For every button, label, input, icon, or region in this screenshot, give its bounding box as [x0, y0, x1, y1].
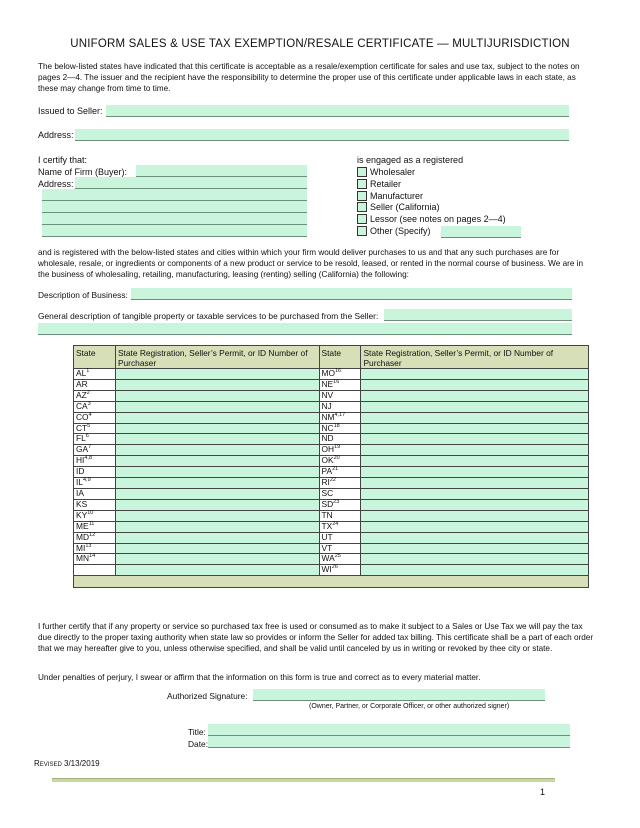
checkbox[interactable]: [357, 167, 367, 177]
state-code: MD$^{12}$: [74, 532, 116, 543]
state-code: $FL^6$: [74, 434, 116, 445]
registration-number-field[interactable]: [115, 510, 319, 521]
option-retailer[interactable]: Retailer: [357, 178, 401, 190]
state-code: OK$^{20}$: [319, 456, 361, 467]
seller-address-field[interactable]: [75, 129, 569, 141]
checkbox[interactable]: [357, 214, 367, 224]
description-field[interactable]: [131, 288, 572, 300]
table-row: [74, 478, 589, 489]
table-row: [74, 488, 589, 499]
state-code: RI$^{22}$: [319, 478, 361, 489]
state-code: VT: [319, 543, 361, 554]
general-description-field-1[interactable]: [384, 309, 572, 321]
table-row: [74, 423, 589, 434]
table-row: [74, 499, 589, 510]
option-lessor[interactable]: Lessor (see notes on pages 2—4): [357, 213, 506, 225]
state-code: $AZ^2$: [74, 390, 116, 401]
date-field[interactable]: [208, 736, 570, 748]
registration-number-field[interactable]: [361, 478, 589, 489]
further-certify-paragraph: I further certify that if any property or service so purchased tax free is used or consumed as to make it subject to a Sales or Use Tax we will pay the tax due directly to the proper taxing authority when state law so provides or inform the Seller for added tax billing. This certificate shall be a part of each order that we may hereafter give to you, unless otherwise specified, and shall be valid until canceled by us in writing or revoked by thee city or state.: [38, 622, 594, 653]
state-code: $CA^3$: [74, 401, 116, 412]
registration-number-field[interactable]: [115, 521, 319, 532]
checkbox[interactable]: [357, 179, 367, 189]
state-code: KY$^{10}$: [74, 510, 116, 521]
state-code: NM$^{4,17}$: [319, 412, 361, 423]
table-header-row: [74, 346, 589, 369]
state-code: $AL^1$: [74, 369, 116, 380]
registration-number-field[interactable]: [361, 390, 589, 401]
state-code: TN: [319, 510, 361, 521]
checkbox[interactable]: [357, 202, 367, 212]
state-code: TX$^{24}$: [319, 521, 361, 532]
engaged-heading: is engaged as a registered: [357, 155, 464, 165]
registration-header: State Registration, Seller’s Permit, or ID Number of Purchaser: [115, 346, 319, 369]
state-code: SC: [319, 488, 361, 499]
registration-number-field[interactable]: [361, 412, 589, 423]
table-row: [74, 434, 589, 445]
registration-number-field[interactable]: [361, 532, 589, 543]
perjury-paragraph: Under penalties of perjury, I swear or affirm that the information on this form is true and correct as to every material matter.: [38, 673, 481, 682]
table-row: [74, 390, 589, 401]
seller-name-field[interactable]: [106, 105, 569, 117]
general-description-label: General description of tangible property or taxable services to be purchased from the Seller:: [38, 311, 379, 321]
state-code: NJ: [319, 401, 361, 412]
table-row: [74, 510, 589, 521]
checkbox[interactable]: [357, 226, 367, 236]
signature-note: (Owner, Partner, or Corporate Officer, or other authorized signer): [309, 703, 510, 710]
title-field[interactable]: [208, 724, 570, 736]
date-label: Date:: [188, 739, 209, 749]
signature-field[interactable]: [253, 689, 545, 701]
state-code: $CO^4$: [74, 412, 116, 423]
state-code: HI$^{4,8}$: [74, 456, 116, 467]
state-code: ME$^{11}$: [74, 521, 116, 532]
table-row: [74, 467, 589, 478]
state-code: IA: [74, 488, 116, 499]
state-code: KS: [74, 499, 116, 510]
state-code: ID: [74, 467, 116, 478]
firm-name-field[interactable]: [136, 165, 307, 177]
buyer-address-field-5[interactable]: [42, 225, 307, 237]
table-row: [74, 379, 589, 390]
certify-label: I certify that:: [38, 155, 88, 165]
firm-name-label: Name of Firm (Buyer):: [38, 167, 128, 177]
state-code: UT: [319, 532, 361, 543]
buyer-address-field-1[interactable]: [75, 177, 307, 189]
option-wholesaler[interactable]: Wholesaler: [357, 166, 415, 178]
registration-number-field[interactable]: [361, 510, 589, 521]
option-manufacturer[interactable]: Manufacturer: [357, 190, 423, 202]
registration-number-field[interactable]: [115, 478, 319, 489]
other-specify-field[interactable]: [441, 226, 521, 238]
registration-number-field[interactable]: [361, 456, 589, 467]
state-code: NC$^{18}$: [319, 423, 361, 434]
registration-number-field[interactable]: [115, 499, 319, 510]
signature-label: Authorized Signature:: [167, 691, 248, 701]
registration-number-field[interactable]: [115, 412, 319, 423]
registration-number-field[interactable]: [361, 499, 589, 510]
table-row: [74, 565, 589, 576]
state-header: State: [74, 346, 116, 369]
registration-number-field[interactable]: [115, 401, 319, 412]
registration-number-field[interactable]: [361, 445, 589, 456]
state-code: WI$^{26}$: [319, 565, 361, 576]
registration-number-field[interactable]: [115, 379, 319, 390]
registration-number-field[interactable]: [115, 488, 319, 499]
state-code: ND: [319, 434, 361, 445]
state-code: MN$^{14}$: [74, 554, 116, 565]
buyer-address-field-3[interactable]: [42, 201, 307, 213]
table-row: [74, 456, 589, 467]
option-other[interactable]: Other (Specify): [357, 225, 431, 237]
page-number: 1: [540, 787, 546, 797]
state-code: $CT^5$: [74, 423, 116, 434]
state-code: IL$^{4,9}$: [74, 478, 116, 489]
form-title: UNIFORM SALES & USE TAX EXEMPTION/RESALE CERTIFICATE — MULTIJURISDICTION: [70, 38, 570, 50]
registration-number-field[interactable]: [361, 521, 589, 532]
registration-number-field[interactable]: [361, 467, 589, 478]
footer-divider: [52, 778, 555, 782]
registration-number-field[interactable]: [115, 532, 319, 543]
registration-number-field[interactable]: [361, 565, 589, 576]
checkbox[interactable]: [357, 191, 367, 201]
registration-number-field[interactable]: [361, 401, 589, 412]
registration-number-field[interactable]: [115, 390, 319, 401]
registration-number-field[interactable]: [361, 423, 589, 434]
registration-number-field[interactable]: [115, 423, 319, 434]
registration-number-field[interactable]: [115, 543, 319, 554]
option-seller-california[interactable]: Seller (California): [357, 201, 440, 213]
buyer-address-field-2[interactable]: [42, 189, 307, 201]
intro-paragraph: The below-listed states have indicated that this certificate is acceptable as a resale/exemption certificate for sales and use tax, subject to the notes on pages 2—4. The issuer and the recipient have the responsibility to determine the proper use of this certificate under applicable laws in each state, as these may change from time to time.: [38, 62, 580, 93]
state-code: MO$^{16}$: [319, 369, 361, 380]
state-code: [74, 565, 116, 576]
state-code: OH$^{19}$: [319, 445, 361, 456]
table-row: [74, 554, 589, 565]
registration-number-field[interactable]: [361, 434, 589, 445]
registration-header: State Registration, Seller’s Permit, or ID Number of Purchaser: [361, 346, 589, 369]
table-row: [74, 412, 589, 423]
state-code: WA$^{25}$: [319, 554, 361, 565]
state-code: AR: [74, 379, 116, 390]
revised-date: Revised 3/13/2019: [34, 759, 100, 768]
registration-number-field[interactable]: [115, 467, 319, 478]
table-row: [74, 532, 589, 543]
registration-number-field[interactable]: [115, 554, 319, 565]
registration-number-field[interactable]: [115, 434, 319, 445]
registration-number-field[interactable]: [361, 488, 589, 499]
state-code: $GA^7$: [74, 445, 116, 456]
buyer-address-label: Address:: [38, 179, 74, 189]
table-row: [74, 401, 589, 412]
state-registration-table: [73, 345, 589, 588]
description-label: Description of Business:: [38, 290, 128, 300]
registration-number-field[interactable]: [115, 369, 319, 380]
table-row: [74, 445, 589, 456]
registration-number-field[interactable]: [115, 445, 319, 456]
title-label: Title:: [188, 727, 206, 737]
table-footer-row: [74, 576, 589, 588]
table-row: [74, 369, 589, 380]
registration-number-field[interactable]: [361, 554, 589, 565]
table-row: [74, 543, 589, 554]
state-code: PA$^{21}$: [319, 467, 361, 478]
state-code: NV: [319, 390, 361, 401]
registration-number-field[interactable]: [361, 543, 589, 554]
state-code: NE$^{16}$: [319, 379, 361, 390]
table-row: [74, 521, 589, 532]
registration-number-field[interactable]: [115, 565, 319, 576]
state-code: MI$^{13}$: [74, 543, 116, 554]
buyer-address-field-4[interactable]: [42, 213, 307, 225]
registered-paragraph: and is registered with the below-listed states and cities within which your firm would deliver purchases to us and that any such purchases are for wholesale, resale, or ingredients or components of a new product or service to be resold, leased, or rented in the normal course of business. We are in the business of wholesaling, retailing, manufacturing, leasing (renting) selling (California) the following:: [38, 248, 584, 279]
registration-number-field[interactable]: [361, 369, 589, 380]
state-header: State: [319, 346, 361, 369]
seller-address-label: Address:: [38, 130, 74, 140]
registration-number-field[interactable]: [115, 456, 319, 467]
registration-number-field[interactable]: [361, 379, 589, 390]
state-code: SD$^{23}$: [319, 499, 361, 510]
issued-to-seller-label: Issued to Seller:: [38, 106, 103, 116]
general-description-field-2[interactable]: [38, 323, 572, 335]
